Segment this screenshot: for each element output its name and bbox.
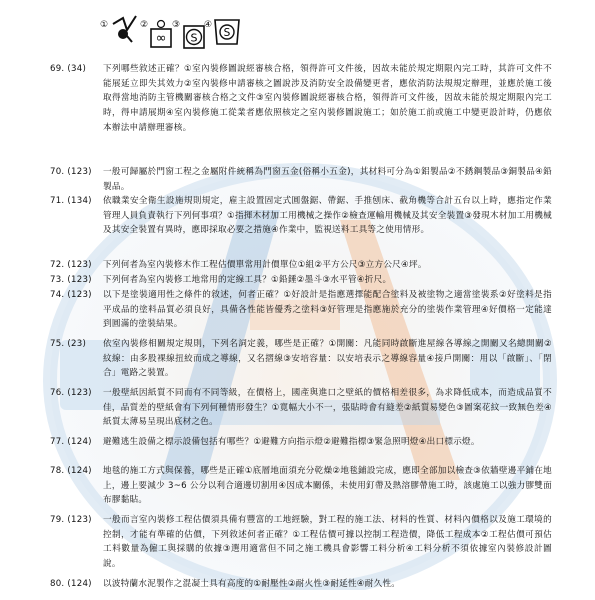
question-text: 以波特蘭水泥製作之混凝土具有高度的①耐壓性②耐火性③耐延性④耐久性。 xyxy=(103,579,401,589)
symbol-marker: ① xyxy=(100,20,109,30)
question-index: 75. xyxy=(50,339,65,349)
answer-key: (124) xyxy=(67,437,92,447)
question-text: 依職業安全衛生設施規則規定，雇主設置固定式圓盤鋸、帶鋸、手推刨床、截角機等合計五台以上時，應指定作業管理人員負責執行下列何事項？①指揮木材加工用機械之操作②檢查運輸用機械及其安全裝置③發現木材加工用機械及其安全裝置有異時，應即採取必要之措施④作業中，監視送料工具等之使用情形。 xyxy=(103,196,552,236)
question-index: 71. xyxy=(50,196,65,206)
question-index: 80. xyxy=(50,579,65,589)
question-index: 73. xyxy=(50,275,65,285)
question-item xyxy=(50,464,552,508)
question-item xyxy=(50,337,552,381)
answer-key: (34) xyxy=(67,64,87,74)
question-number xyxy=(50,273,102,288)
answer-key: (23) xyxy=(67,339,87,349)
question-number xyxy=(50,386,102,401)
svg-text:∞: ∞ xyxy=(155,31,167,46)
question-index: 72. xyxy=(50,260,65,270)
question-text: 下列何者為室內裝修工地常用的定線工具？①鉛錘②墨斗③水平管④折尺。 xyxy=(103,275,392,285)
question-text: 一般可歸屬於門窗工程之金屬附件統稱為門窗五金(俗稱小五金)，其材料可分為①鋁製品②不銹鋼製品③銅製品④鉛製品。 xyxy=(103,167,552,192)
question-item xyxy=(50,435,552,450)
question-text: 地毯的施工方式與保養，哪些是正確①底層地面須充分乾燥②地毯鋪設完成，應即全部加以檢查③依牆壁邊平鋪在地上，邊上要減少 3~6 公分以利合適邊切割用④因成本關係，未使用釘帶及熱溶膠帶施工時，該處施工以強力膠雙面布膠黏貼。 xyxy=(103,466,552,506)
svg-text:S: S xyxy=(223,27,231,39)
question-item xyxy=(50,386,552,430)
question-text: 依室內裝修相關規定規則，下列名詞定義，哪些是正確？①開關：凡能同時啟斷進屋線各導線之開關又名總開關②紋線：由多股裸線扭絞而成之導線，又名摺線③安培容量：以安培表示之導線容量④接戶開關：用以「啟斷」、「閉合」電路之裝置。 xyxy=(103,339,552,379)
question-item xyxy=(50,288,552,332)
question-number xyxy=(50,337,102,352)
answer-key: (123) xyxy=(67,515,92,525)
question-text: 一般壁紙因紙質不同而有不同等級，在價格上，國產與進口之壁紙的價格相差很多，為求降低成本，而造成品質不佳，品質差的壁紙會有下列何種情形發生？①寬幅大小不一，張貼時會有縫差②紙質易變色③圖案花紋一致無色差④紙質太薄易呈現出底材之色。 xyxy=(103,388,552,428)
question-index: 78. xyxy=(50,466,65,476)
question-item xyxy=(50,165,552,194)
question-item xyxy=(50,62,552,136)
question-text: 一般而言室內裝修工程估價須具備有豐富的工地經驗，對工程的施工法、材料的性質、材料內價格以及施工環境的控制，才能有準確的估價，下列敘述何者正確？①工程估價可據以控制工程造價，降低工程成本②工程估價可預估工料數量為僱工與採購的依據③選用適當但不同之施工機具會影響工料分析④工料分析不須依據室內裝修設計圖說。 xyxy=(103,515,552,570)
question-item xyxy=(50,273,552,288)
tumble-dry-s-symbol-icon xyxy=(212,14,244,50)
question-number xyxy=(50,435,102,450)
question-number xyxy=(50,62,102,77)
question-index: 70. xyxy=(50,167,65,177)
question-number xyxy=(50,464,102,479)
answer-key: (134) xyxy=(67,196,92,206)
question-index: 79. xyxy=(50,515,65,525)
question-item xyxy=(50,258,552,273)
question-number xyxy=(50,288,102,303)
question-index: 74. xyxy=(50,290,65,300)
answer-key: (123) xyxy=(67,275,92,285)
question-number xyxy=(50,577,102,592)
answer-key: (123) xyxy=(67,167,92,177)
question-item xyxy=(50,577,552,592)
question-text: 避難逃生設備之標示設備包括有哪些？①避難方向指示燈②避難指標③緊急照明燈④出口標示燈。 xyxy=(103,437,480,447)
question-number xyxy=(50,194,102,209)
answer-key: (124) xyxy=(67,579,92,589)
question-index: 69. xyxy=(50,64,65,74)
question-number xyxy=(50,165,102,180)
symbol-marker: ③ xyxy=(172,20,181,30)
question-text: 以下是塗裝適用性之條件的敘述，何者正確？①好設計是指應選擇能配合塗料及被塗物之適當塗裝系②好塗料是指平成品的塗料品質必須良好，具備各性能皆優秀之塗料③好管理是指應施於充分的塗裝作業管理④好價格一定能達到圓滿的塗裝結果。 xyxy=(103,290,552,330)
svg-text:S: S xyxy=(190,31,198,45)
question-item xyxy=(50,513,552,572)
question-number xyxy=(50,513,102,528)
answer-key: (123) xyxy=(67,260,92,270)
question-number xyxy=(50,258,102,273)
question-text: 下列哪些敘述正確？①室內裝修圖說經審核合格，領得許可文件後，因故未能於規定期限內完工時，其許可文件不能展延立即失其效力②室內裝修申請審核之圖說涉及消防安全設備變更者，應依消防法規規定辦理，並應於施工後取得當地消防主管機關審核合格之文件③室內裝修圖說經審核合格，領得許可文件後，因故未能於規定期限內完工時，得申請展期④室內裝修施工從業者應依照核定之室內裝修圖說施工；如於施工前或施工中變更設計時，仍應依本辦法申請辦理審核。 xyxy=(103,64,552,133)
answer-key: (123) xyxy=(67,388,92,398)
symbol-marker: ② xyxy=(140,20,149,30)
question-item xyxy=(50,194,552,238)
question-text: 下列何者為室內裝修木作工程估價單常用計價單位①組②平方公尺③立方公尺④坪。 xyxy=(103,260,427,270)
answer-key: (123) xyxy=(67,290,92,300)
symbol-marker: ④ xyxy=(204,20,213,30)
question-index: 76. xyxy=(50,388,65,398)
question-index: 77. xyxy=(50,437,65,447)
answer-key: (124) xyxy=(67,466,92,476)
hand-wash-symbol-icon xyxy=(110,14,140,50)
